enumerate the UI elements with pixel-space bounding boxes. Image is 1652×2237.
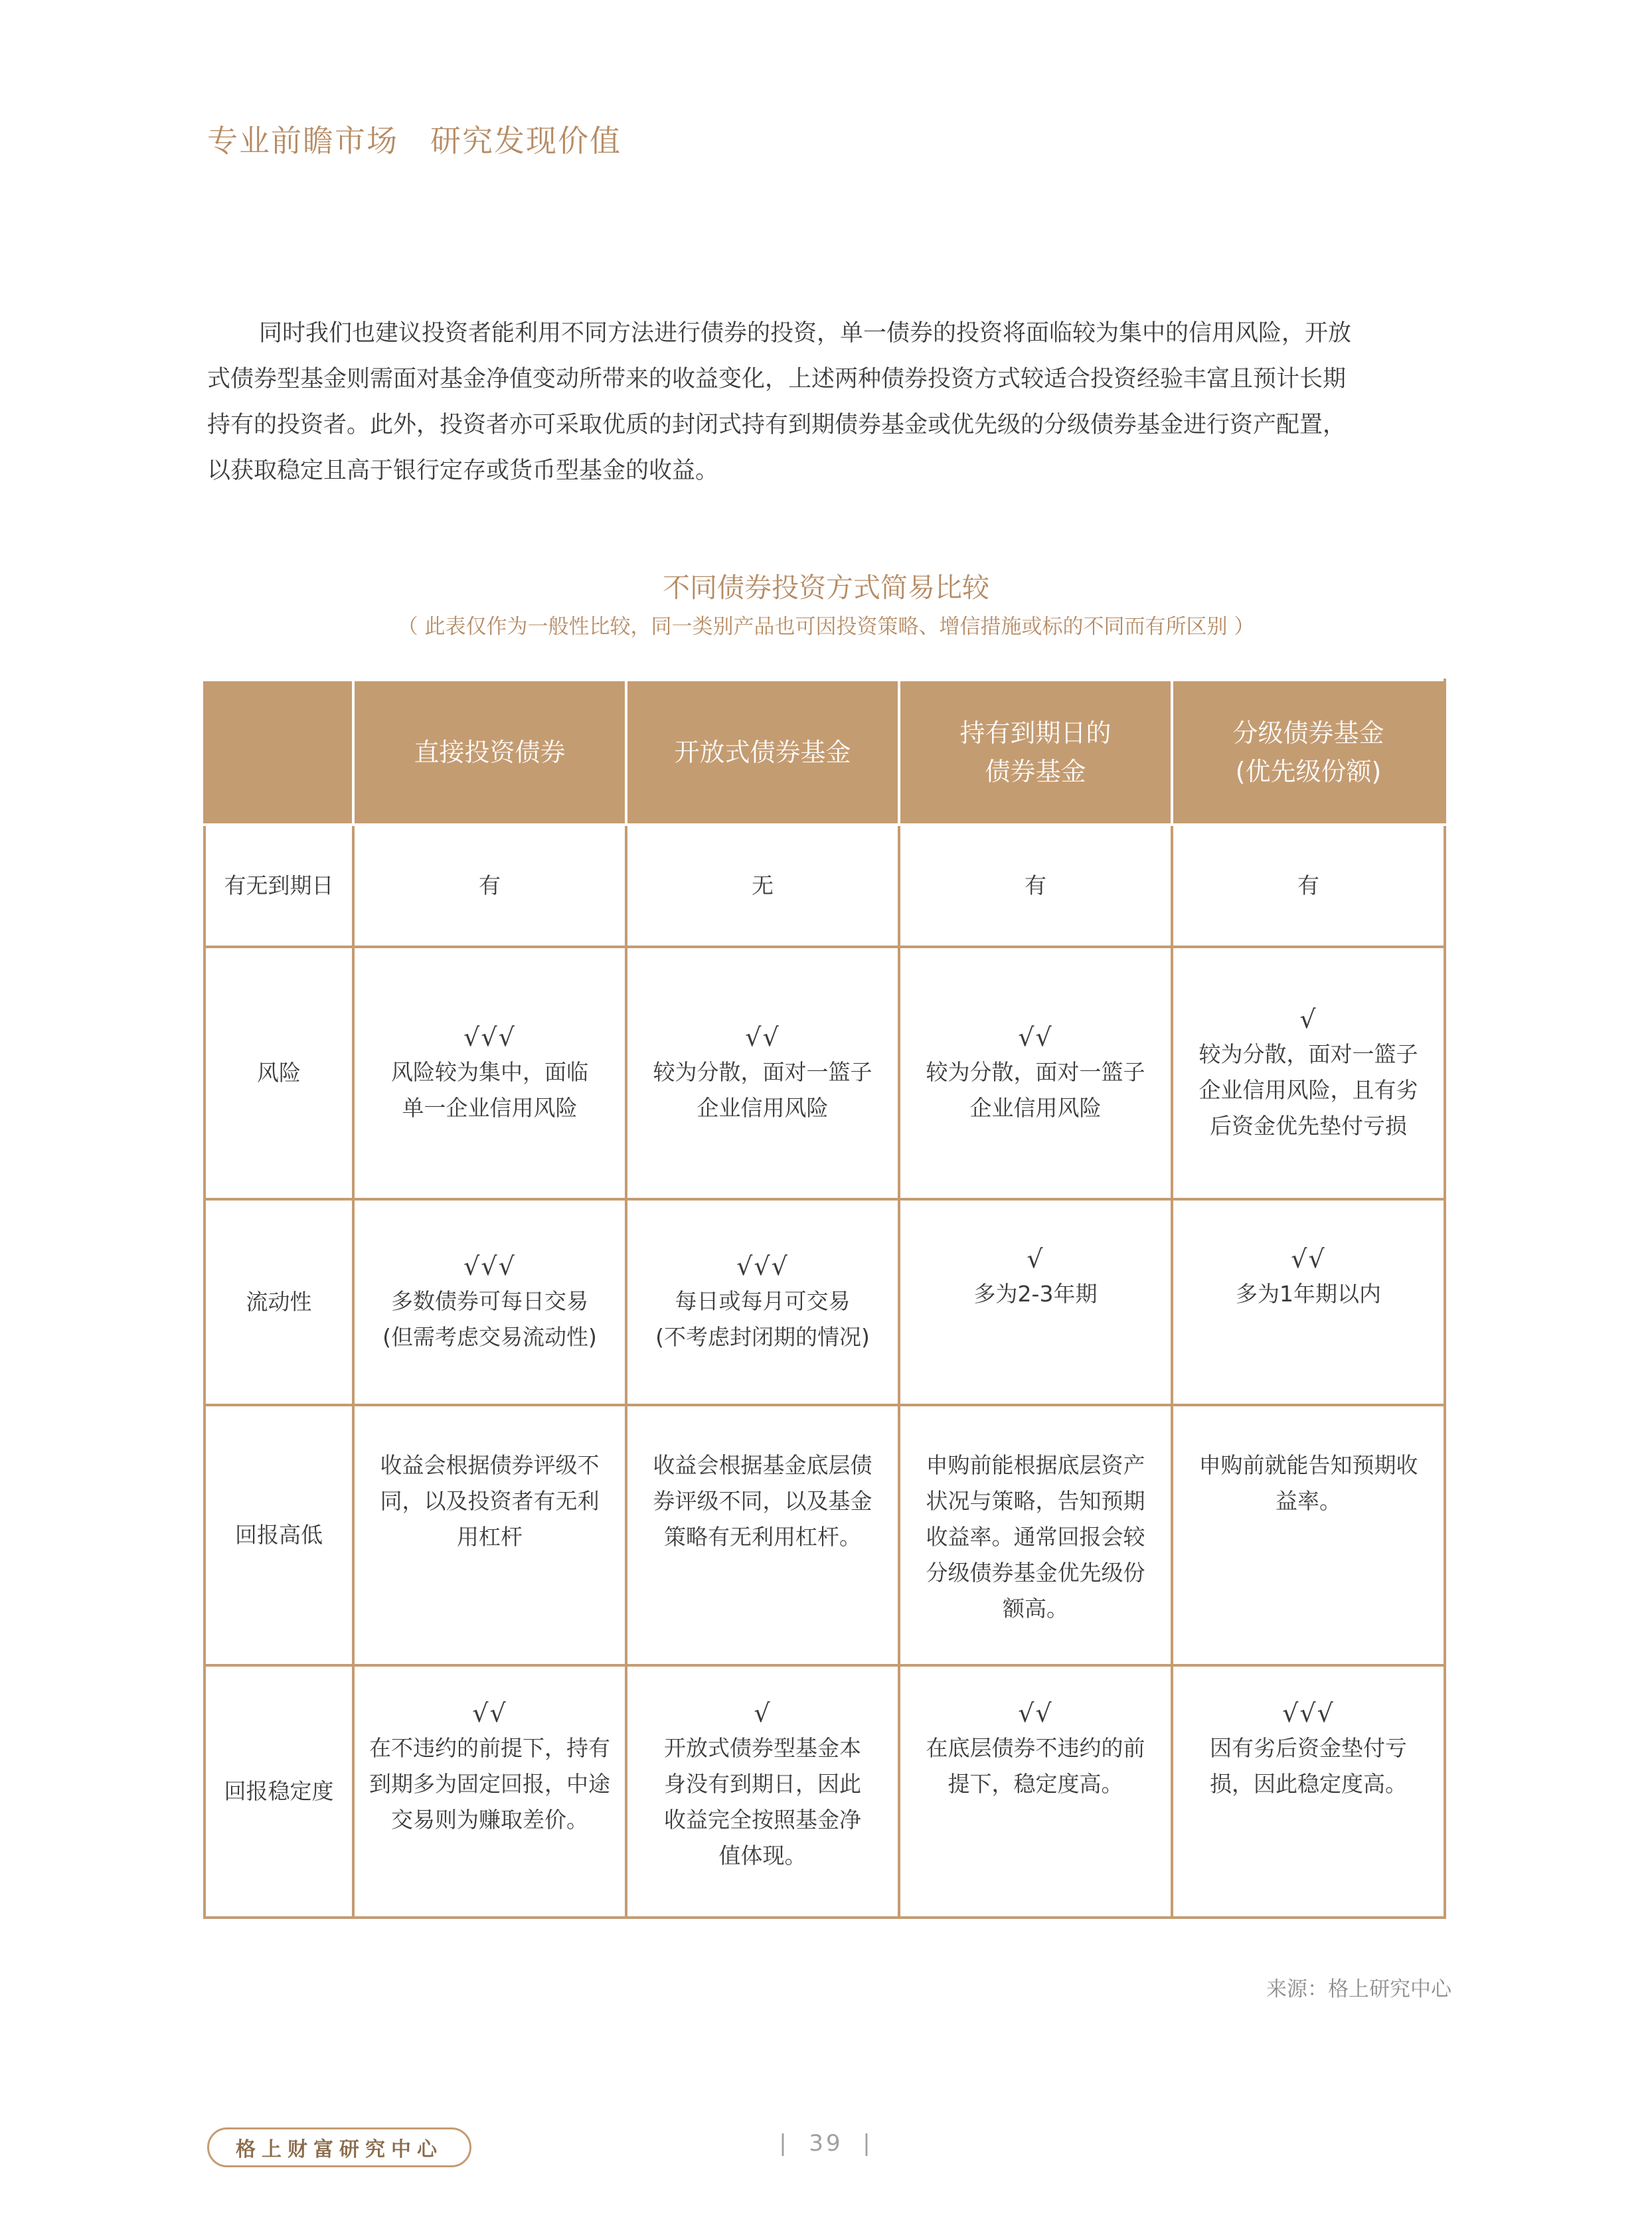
- body-line: 以获取稳定且高于银行定存或货币型基金的收益。: [207, 457, 719, 484]
- body-line: 同时我们也建议投资者能利用不同方法进行债券的投资，单一债券的投资将面临较为集中的信用风险，开放: [259, 320, 1352, 347]
- row-label: 回报稳定度: [205, 1665, 353, 1918]
- row-label: 风险: [205, 947, 353, 1199]
- table-cell: 有: [1172, 825, 1445, 947]
- row-label: 回报高低: [205, 1405, 353, 1665]
- checkmark-rating: √: [1299, 1005, 1317, 1034]
- checkmark-rating: √: [1027, 1244, 1044, 1274]
- table-subtitle: （ 此表仅作为一般性比较，同一类别产品也可因投资策略、增信措施或标的不同而有所区别 ）: [397, 615, 1255, 639]
- table-cell: √√ 在底层债券不违约的前 提下，稳定度高。: [899, 1665, 1172, 1918]
- checkmark-rating: √√√: [736, 1252, 789, 1281]
- page-number: | 39 |: [779, 2130, 873, 2157]
- header-cell-direct-bonds: 直接投资债券: [353, 680, 626, 825]
- table-row: [205, 1405, 1445, 1665]
- table-cell: √√ 多为1年期以内: [1172, 1199, 1445, 1405]
- header-corner-cell: [205, 680, 353, 825]
- checkmark-rating: √√√: [1282, 1698, 1335, 1728]
- header-cell-structured-bond-fund: 分级债券基金 (优先级份额): [1172, 680, 1445, 825]
- table-cell: 收益会根据债券评级不 同，以及投资者有无利 用杠杆: [353, 1405, 626, 1665]
- table-title: 不同债券投资方式简易比较: [663, 572, 989, 604]
- table-cell: 有: [899, 825, 1172, 947]
- checkmark-rating: √√: [1018, 1698, 1053, 1728]
- table-cell: √ 较为分散，面对一篮子 企业信用风险，且有劣 后资金优先垫付亏损: [1172, 947, 1445, 1199]
- row-label: 有无到期日: [205, 825, 353, 947]
- table-cell: 申购前能根据底层资产 状况与策略，告知预期 收益率。通常回报会较 分级债券基金优先级份 额高。: [899, 1405, 1172, 1665]
- source-note: 来源：格上研究中心: [1266, 1977, 1451, 2001]
- table-cell: √√ 较为分散，面对一篮子 企业信用风险: [626, 947, 899, 1199]
- row-label: 流动性: [205, 1199, 353, 1405]
- table-cell: √√√ 多数债券可每日交易 (但需考虑交易流动性): [353, 1199, 626, 1405]
- header-cell-open-bond-fund: 开放式债券基金: [626, 680, 899, 825]
- table-cell: √√√ 因有劣后资金垫付亏 损，因此稳定度高。: [1172, 1665, 1445, 1918]
- table-cell: √ 多为2-3年期: [899, 1199, 1172, 1405]
- table-cell: √√ 在不违约的前提下，持有 到期多为固定回报，中途 交易则为赚取差价。: [353, 1665, 626, 1918]
- header-title: 专业前瞻市场 研究发现价值: [207, 123, 621, 159]
- table-row: [205, 1199, 1445, 1405]
- checkmark-rating: √√: [745, 1023, 780, 1052]
- checkmark-rating: √√√: [463, 1023, 516, 1052]
- body-line: 式债券型基金则需面对基金净值变动所带来的收益变化，上述两种债券投资方式较适合投资经验丰富且预计长期: [207, 366, 1347, 392]
- table-cell: 收益会根据基金底层债 券评级不同，以及基金 策略有无利用杠杆。: [626, 1405, 899, 1665]
- table-row: [205, 825, 1445, 947]
- header-cell-held-to-maturity-fund: 持有到期日的 债券基金: [899, 680, 1172, 825]
- table-row: [205, 1665, 1445, 1918]
- checkmark-rating: √√: [1018, 1023, 1053, 1052]
- table-cell: √√√ 每日或每月可交易 (不考虑封闭期的情况): [626, 1199, 899, 1405]
- footer-brand-text: 格上财富研究中心: [236, 2138, 443, 2161]
- checkmark-rating: √√: [472, 1698, 507, 1728]
- checkmark-rating: √: [754, 1698, 772, 1728]
- table-cell: √ 开放式债券型基金本 身没有到期日，因此 收益完全按照基金净 值体现。: [626, 1665, 899, 1918]
- table-cell: 无: [626, 825, 899, 947]
- checkmark-rating: √√: [1291, 1244, 1326, 1274]
- table-row: [205, 947, 1445, 1199]
- table-header-row: [205, 680, 1445, 825]
- checkmark-rating: √√√: [463, 1252, 516, 1281]
- table-cell: √√√ 风险较为集中，面临 单一企业信用风险: [353, 947, 626, 1199]
- comparison-table: [203, 679, 1446, 1919]
- table-cell: 有: [353, 825, 626, 947]
- body-paragraph: [207, 311, 1455, 494]
- body-line: 持有的投资者。此外，投资者亦可采取优质的封闭式持有到期债券基金或优先级的分级债券基金进行资产配置，: [207, 412, 1347, 438]
- table-cell: 申购前就能告知预期收 益率。: [1172, 1405, 1445, 1665]
- table-cell: √√ 较为分散，面对一篮子 企业信用风险: [899, 947, 1172, 1199]
